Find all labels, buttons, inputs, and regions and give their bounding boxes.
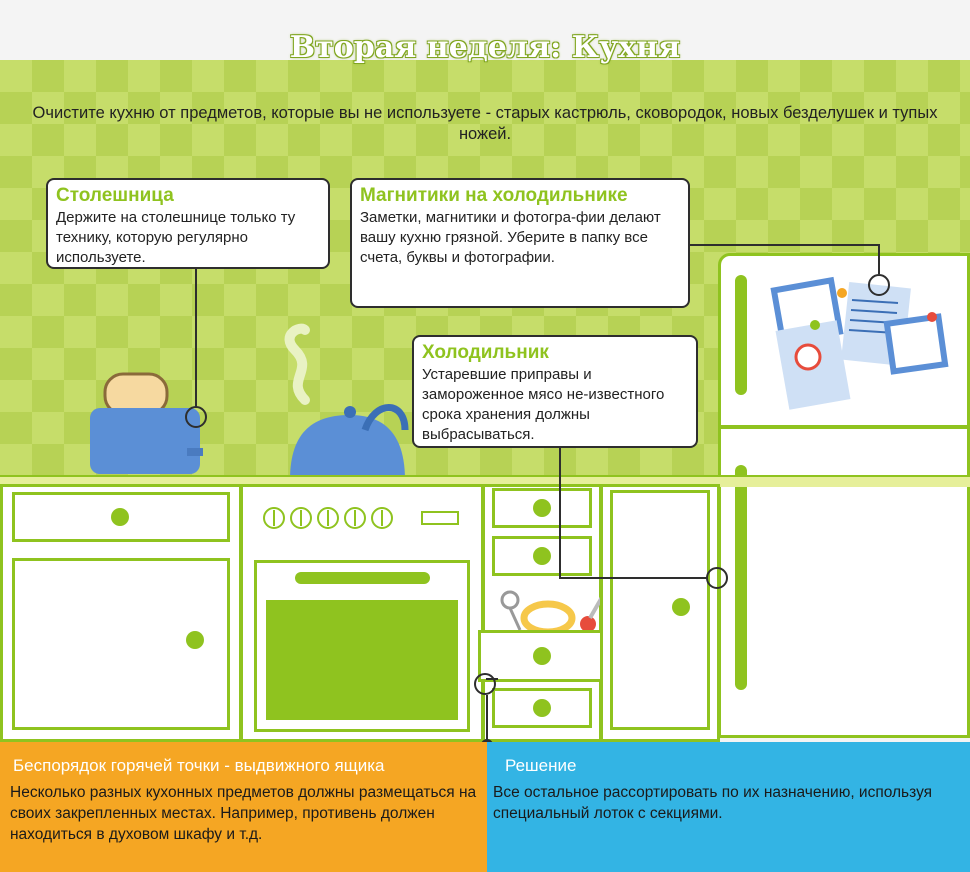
drawer-4-knob [533,699,551,717]
solution-heading: Решение [505,756,577,775]
left-door-knob [186,631,204,649]
callout-countertop-heading: Столешница [56,185,174,206]
drawer-clutter-icon [490,588,615,633]
drawer-open-knob [533,647,551,665]
callout-fridge-heading: Холодильник [422,342,549,363]
oven-controls-icon [262,505,462,533]
callout-countertop-text: Держите на столешнице только ту технику, которую регулярно используете. [56,209,296,266]
solution-text: Все остальное рассортировать по их назначению, используя специальный лоток с секциями. [493,784,933,822]
connector-drawer-v [486,695,488,745]
callout-magnets-text: Заметки, магнитики и фотогра-фии делают вашу кухню грязной. Уберите в папку все счета, буквы и фотографии. [360,209,661,266]
callout-fridge [412,335,698,448]
callout-fridge-text: Устаревшие приправы и замороженное мясо не-известного срока хранения должны выбрасываться. [422,366,665,443]
callout-magnets-heading: Магнитики на холодильнике [360,185,628,206]
right-door [610,490,710,730]
fridge-bottom [718,426,970,738]
connector-fridge-h [559,577,707,579]
problem-text: Несколько разных кухонных предметов должны размещаться на своих закрепленных местах. Например, противень должен находиться в духовом шкафу и т.д. [10,784,477,843]
problem-panel [0,742,487,872]
fridge-handle-top [735,275,747,395]
drawer-2-knob [533,547,551,565]
connector-countertop [195,268,197,408]
connector-ring-countertop [185,406,207,428]
left-drawer-knob [111,508,129,526]
page-title: Вторая неделя: Кухня [289,30,681,65]
solution-panel [487,742,970,872]
right-door-knob [672,598,690,616]
oven-handle [295,572,430,584]
connector-ring-drawer [474,673,496,695]
problem-heading: Беспорядок горячей точки - выдвижного ящика [13,756,385,775]
connector-fridge-v [559,446,561,578]
connector-ring-fridge [706,567,728,589]
fridge-handle-bottom [735,465,747,690]
callout-countertop [46,178,330,269]
connector-ring-magnets [868,274,890,296]
intro-text: Очистите кухню от предметов, которые вы не используете - старых кастрюль, сковородок, новых безделушек и тупых ножей. [32,104,938,143]
drawer-1-knob [533,499,551,517]
connector-magnets-h [688,244,880,246]
kettle-icon [255,320,415,480]
callout-magnets [350,178,690,308]
oven-window [266,600,458,720]
connector-magnets-v [878,244,880,274]
